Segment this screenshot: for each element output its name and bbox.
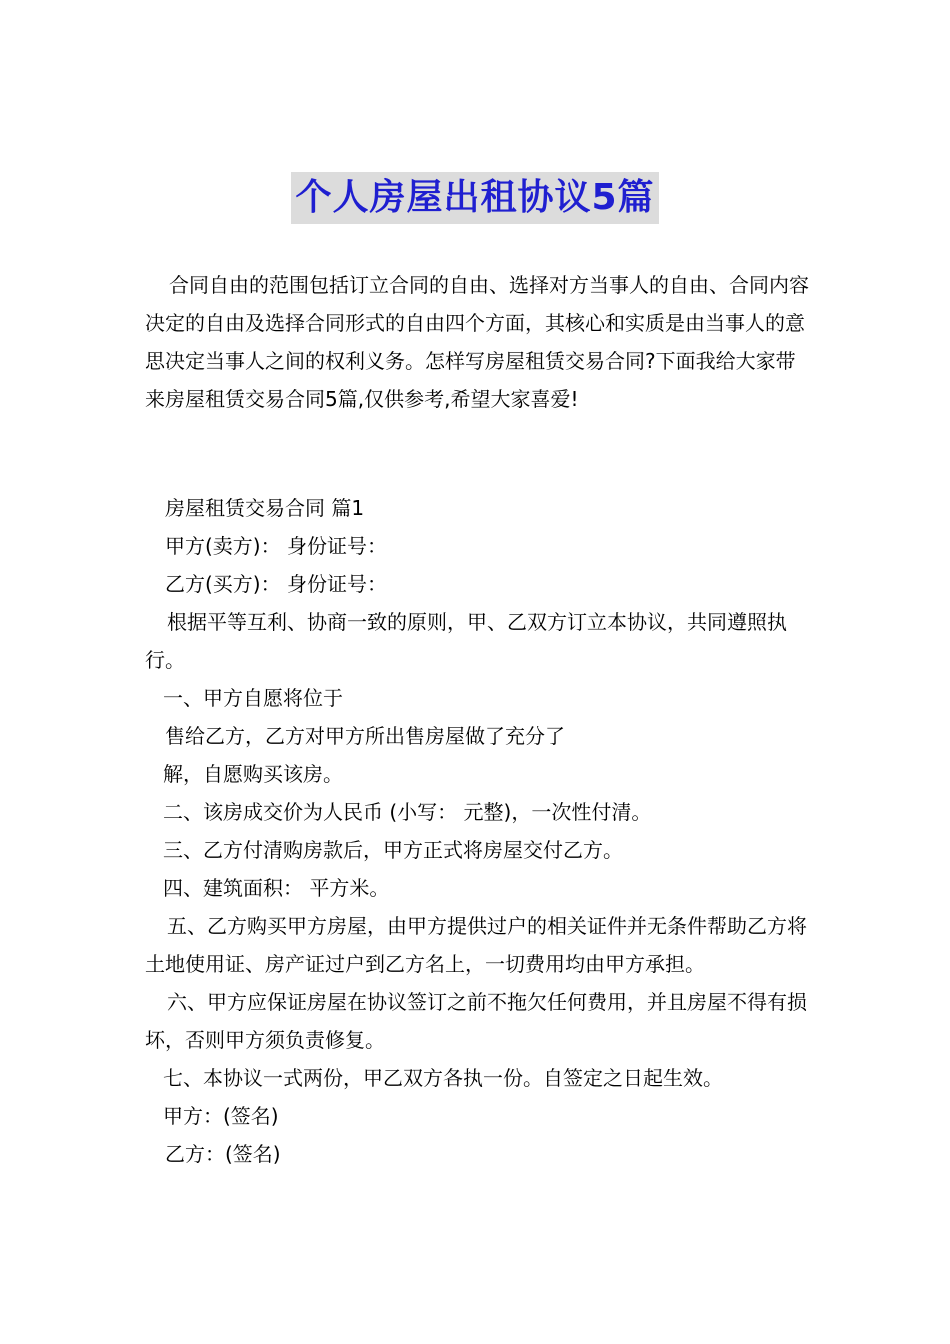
clause-1-line-2: 售给乙方，乙方对甲方所出售房屋做了充分了 — [165, 724, 565, 748]
clause-1-line-1: 一、甲方自愿将位于 — [163, 686, 343, 710]
document-title: 个人房屋出租协议5篇 — [291, 172, 658, 224]
clause-5: 五、乙方购买甲方房屋，由甲方提供过户的相关证件并无条件帮助乙方将土地使用证、房产证过户到乙方名上，一切费用均由甲方承担。 — [145, 914, 807, 976]
clause-3: 三、乙方付清购房款后，甲方正式将房屋交付乙方。 — [163, 838, 623, 862]
clause-4: 四、建筑面积： 平方米。 — [163, 876, 390, 900]
clause-6: 六、甲方应保证房屋在协议签订之前不拖欠任何费用，并且房屋不得有损坏，否则甲方须负责修复。 — [145, 990, 807, 1052]
party-a-line: 甲方(卖方)： 身份证号： — [165, 534, 387, 558]
title-container — [0, 172, 950, 224]
intro-paragraph — [145, 266, 813, 418]
intro-text: 合同自由的范围包括订立合同的自由、选择对方当事人的自由、合同内容决定的自由及选择合同形式的自由四个方面，其核心和实质是由当事人的意思决定当事人之间的权利义务。怎样写房屋租赁交易合同?下面我给大家带来房屋租赁交易合同5篇,仅供参考,希望大家喜爱! — [145, 273, 809, 411]
signature-party-b: 乙方：(签名) — [165, 1142, 281, 1166]
clause-1-line-3: 解，自愿购买该房。 — [163, 762, 343, 786]
contract-heading: 房屋租赁交易合同 篇1 — [165, 496, 365, 520]
clause-2: 二、该房成交价为人民币 (小写： 元整)，一次性付清。 — [163, 800, 652, 824]
contract-section — [145, 489, 813, 1173]
party-b-line: 乙方(买方)： 身份证号： — [165, 572, 387, 596]
clause-7: 七、本协议一式两份，甲乙双方各执一份。自签定之日起生效。 — [163, 1066, 723, 1090]
preamble-paragraph: 根据平等互利、协商一致的原则，甲、乙双方订立本协议，共同遵照执行。 — [145, 610, 787, 672]
signature-party-a: 甲方：(签名) — [163, 1104, 279, 1128]
